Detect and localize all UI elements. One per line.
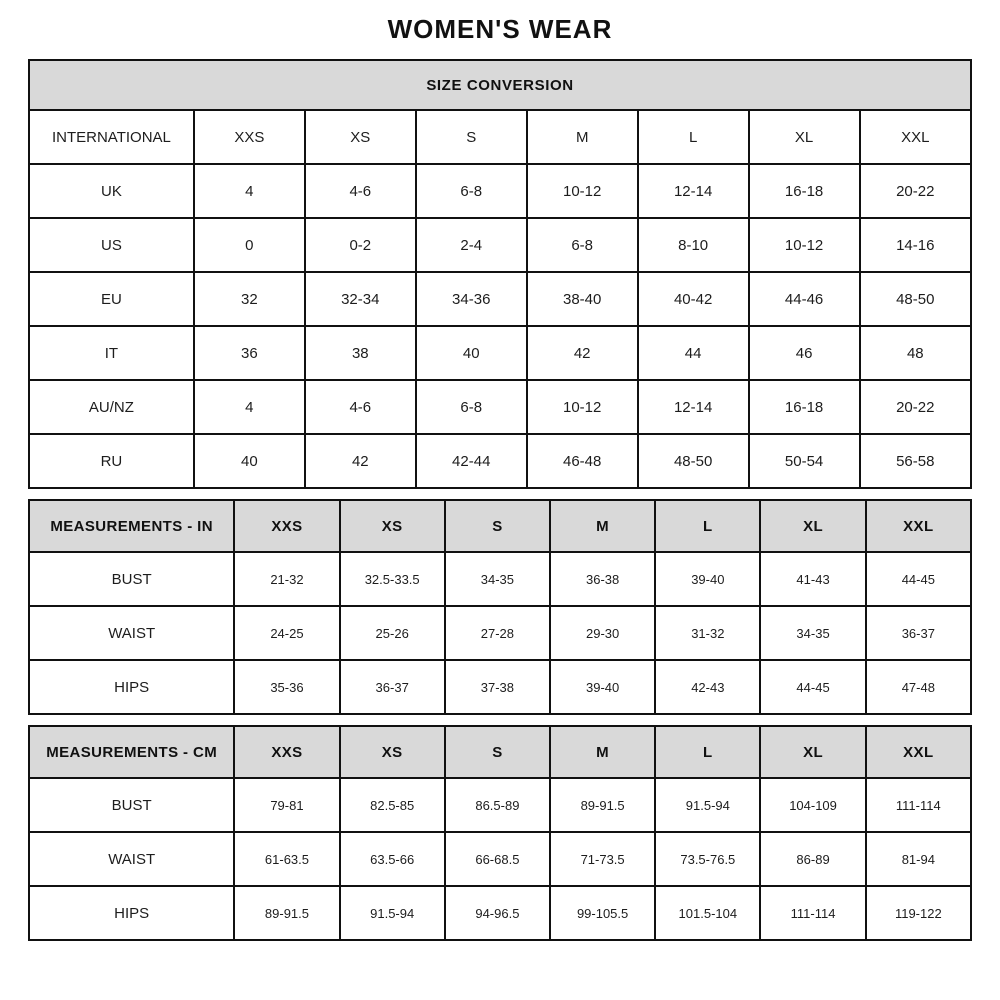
size-value: 16-18 — [749, 164, 860, 218]
size-value: 16-18 — [749, 380, 860, 434]
column-header: XS — [340, 726, 445, 778]
measurements-in-header: MEASUREMENTS - IN — [29, 500, 234, 552]
size-value: 4-6 — [305, 164, 416, 218]
row-label: HIPS — [29, 660, 234, 714]
measurement-value: 34-35 — [445, 552, 550, 606]
table-row — [29, 832, 971, 886]
measurement-value: 21-32 — [234, 552, 339, 606]
measurement-value: 111-114 — [760, 886, 865, 940]
measurement-value: 36-37 — [866, 606, 971, 660]
size-value: 10-12 — [749, 218, 860, 272]
column-header: XXS — [234, 500, 339, 552]
measurement-value: 81-94 — [866, 832, 971, 886]
size-conversion-header: SIZE CONVERSION — [29, 60, 971, 110]
measurement-value: 36-37 — [340, 660, 445, 714]
measurement-value: 79-81 — [234, 778, 339, 832]
measurement-value: 91.5-94 — [655, 778, 760, 832]
row-label: RU — [29, 434, 194, 488]
table-row — [29, 218, 971, 272]
measurement-value: 39-40 — [655, 552, 760, 606]
size-value: 48-50 — [860, 272, 971, 326]
size-value: 10-12 — [527, 164, 638, 218]
measurement-value: 82.5-85 — [340, 778, 445, 832]
table-row — [29, 60, 971, 110]
measurement-value: 111-114 — [866, 778, 971, 832]
size-value: 40 — [416, 326, 527, 380]
measurement-value: 101.5-104 — [655, 886, 760, 940]
table-row — [29, 380, 971, 434]
row-label: WAIST — [29, 606, 234, 660]
measurement-value: 104-109 — [760, 778, 865, 832]
size-value: 32-34 — [305, 272, 416, 326]
size-value: 6-8 — [416, 380, 527, 434]
size-value: 20-22 — [860, 380, 971, 434]
measurement-value: 25-26 — [340, 606, 445, 660]
row-label: UK — [29, 164, 194, 218]
measurements-cm-table — [28, 725, 972, 941]
table-row — [29, 886, 971, 940]
measurement-value: 91.5-94 — [340, 886, 445, 940]
column-header: M — [550, 500, 655, 552]
measurement-value: 66-68.5 — [445, 832, 550, 886]
measurement-value: 36-38 — [550, 552, 655, 606]
column-header: INTERNATIONAL — [29, 110, 194, 164]
size-value: 38 — [305, 326, 416, 380]
size-value: 10-12 — [527, 380, 638, 434]
table-row — [29, 164, 971, 218]
size-value: 46-48 — [527, 434, 638, 488]
measurement-value: 47-48 — [866, 660, 971, 714]
row-label: WAIST — [29, 832, 234, 886]
row-label: IT — [29, 326, 194, 380]
row-label: EU — [29, 272, 194, 326]
row-label: HIPS — [29, 886, 234, 940]
table-row — [29, 552, 971, 606]
table-row — [29, 110, 971, 164]
table-row — [29, 272, 971, 326]
measurement-value: 42-43 — [655, 660, 760, 714]
size-value: 6-8 — [527, 218, 638, 272]
measurement-value: 44-45 — [866, 552, 971, 606]
measurement-value: 39-40 — [550, 660, 655, 714]
table-row — [29, 778, 971, 832]
size-value: 50-54 — [749, 434, 860, 488]
column-header: XXL — [860, 110, 971, 164]
column-header: L — [655, 726, 760, 778]
size-value: 36 — [194, 326, 305, 380]
measurement-value: 61-63.5 — [234, 832, 339, 886]
size-value: 34-36 — [416, 272, 527, 326]
table-row — [29, 500, 971, 552]
column-header: XL — [760, 500, 865, 552]
measurement-value: 99-105.5 — [550, 886, 655, 940]
table-row — [29, 434, 971, 488]
table-row — [29, 606, 971, 660]
measurement-value: 73.5-76.5 — [655, 832, 760, 886]
measurement-value: 86.5-89 — [445, 778, 550, 832]
size-value: 56-58 — [860, 434, 971, 488]
measurement-value: 71-73.5 — [550, 832, 655, 886]
column-header: S — [416, 110, 527, 164]
size-conversion-table — [28, 59, 972, 489]
page-title: WOMEN'S WEAR — [387, 14, 613, 44]
size-value: 40 — [194, 434, 305, 488]
row-label: BUST — [29, 778, 234, 832]
table-row — [29, 326, 971, 380]
measurement-value: 34-35 — [760, 606, 865, 660]
measurement-value: 89-91.5 — [550, 778, 655, 832]
row-label: BUST — [29, 552, 234, 606]
size-value: 0-2 — [305, 218, 416, 272]
measurement-value: 27-28 — [445, 606, 550, 660]
measurement-value: 37-38 — [445, 660, 550, 714]
size-value: 38-40 — [527, 272, 638, 326]
column-header: M — [527, 110, 638, 164]
column-header: L — [655, 500, 760, 552]
size-value: 8-10 — [638, 218, 749, 272]
column-header: L — [638, 110, 749, 164]
column-header: XXL — [866, 726, 971, 778]
column-header: M — [550, 726, 655, 778]
size-value: 44-46 — [749, 272, 860, 326]
size-value: 48 — [860, 326, 971, 380]
column-header: XL — [749, 110, 860, 164]
size-value: 14-16 — [860, 218, 971, 272]
measurements-in-table — [28, 499, 972, 715]
size-value: 0 — [194, 218, 305, 272]
size-value: 40-42 — [638, 272, 749, 326]
row-label: US — [29, 218, 194, 272]
column-header: XXS — [234, 726, 339, 778]
size-value: 42-44 — [416, 434, 527, 488]
measurement-value: 41-43 — [760, 552, 865, 606]
table-row — [29, 660, 971, 714]
measurement-value: 24-25 — [234, 606, 339, 660]
size-value: 44 — [638, 326, 749, 380]
measurement-value: 89-91.5 — [234, 886, 339, 940]
size-value: 12-14 — [638, 380, 749, 434]
measurement-value: 63.5-66 — [340, 832, 445, 886]
measurement-value: 44-45 — [760, 660, 865, 714]
measurement-value: 35-36 — [234, 660, 339, 714]
size-value: 32 — [194, 272, 305, 326]
measurements-cm-header: MEASUREMENTS - CM — [29, 726, 234, 778]
column-header: S — [445, 500, 550, 552]
measurement-value: 94-96.5 — [445, 886, 550, 940]
column-header: XS — [305, 110, 416, 164]
measurement-value: 32.5-33.5 — [340, 552, 445, 606]
measurement-value: 86-89 — [760, 832, 865, 886]
measurement-value: 29-30 — [550, 606, 655, 660]
size-value: 46 — [749, 326, 860, 380]
measurement-value: 31-32 — [655, 606, 760, 660]
size-value: 6-8 — [416, 164, 527, 218]
column-header: XL — [760, 726, 865, 778]
measurement-value: 119-122 — [866, 886, 971, 940]
row-label: AU/NZ — [29, 380, 194, 434]
size-value: 4 — [194, 380, 305, 434]
column-header: XXL — [866, 500, 971, 552]
column-header: XS — [340, 500, 445, 552]
size-value: 48-50 — [638, 434, 749, 488]
size-value: 42 — [305, 434, 416, 488]
size-value: 12-14 — [638, 164, 749, 218]
size-value: 4-6 — [305, 380, 416, 434]
size-value: 4 — [194, 164, 305, 218]
table-row — [29, 726, 971, 778]
size-value: 20-22 — [860, 164, 971, 218]
size-value: 42 — [527, 326, 638, 380]
column-header: S — [445, 726, 550, 778]
column-header: XXS — [194, 110, 305, 164]
size-value: 2-4 — [416, 218, 527, 272]
